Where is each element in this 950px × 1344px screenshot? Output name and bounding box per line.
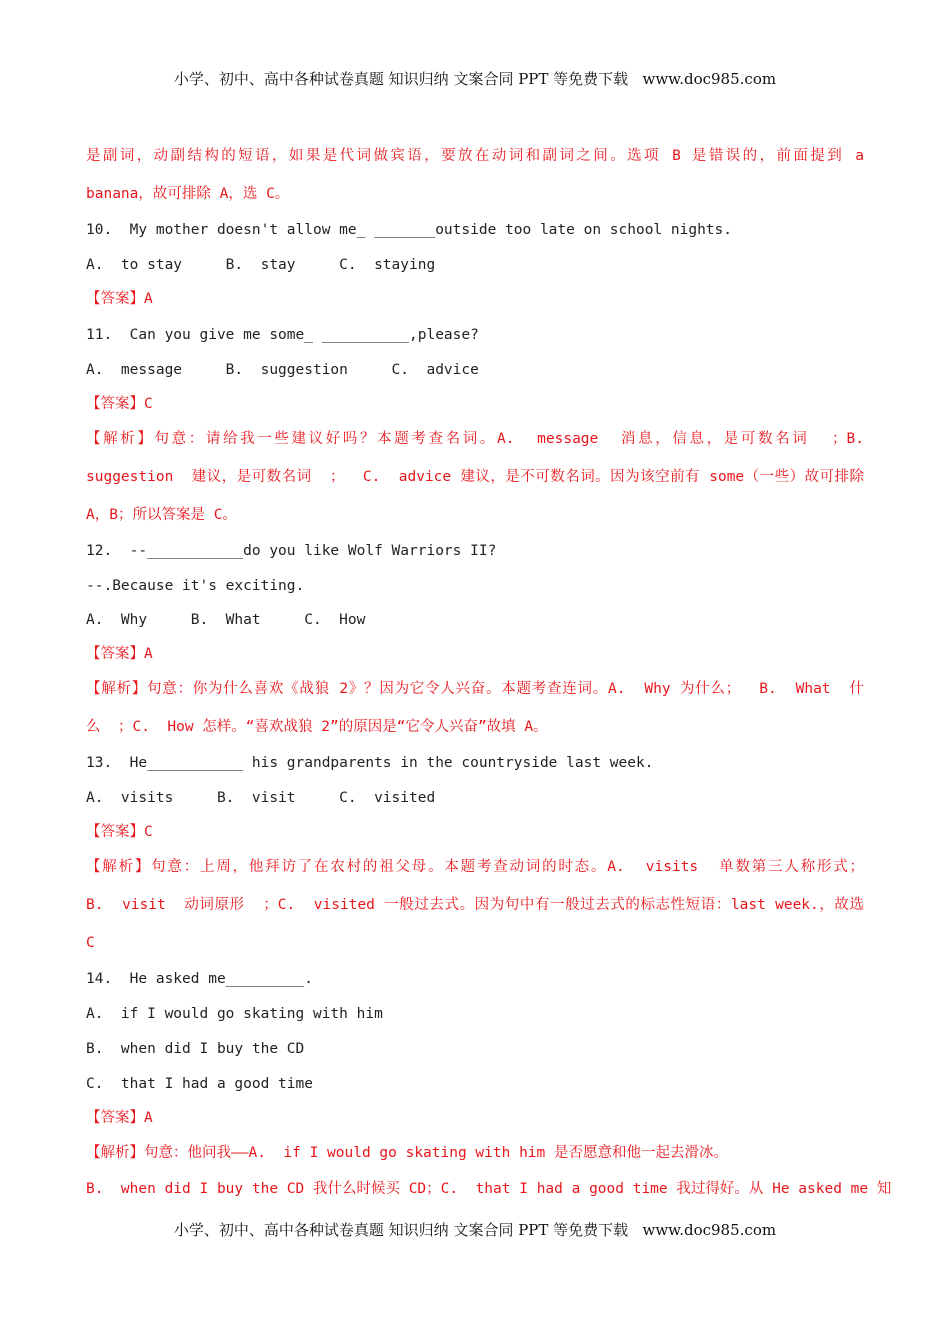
question-14-option-b: B. when did I buy the CD: [86, 1041, 305, 1057]
answer-11: 【答案】C: [86, 396, 153, 412]
question-10: 10. My mother doesn't allow me_ _______outside too late on school nights.: [86, 222, 733, 238]
answer-12: 【答案】A: [86, 646, 153, 662]
analysis-11: suggestion 建议，是可数名词 ； C. advice 建议，是不可数名词。因为该空前有 some（一些）故可排除: [86, 469, 864, 485]
answer-13: 【答案】C: [86, 824, 153, 840]
question-14-option-c: C. that I had a good time: [86, 1076, 313, 1092]
question-13-options: A. visits B. visit C. visited: [86, 790, 436, 806]
page-footer: 小学、初中、高中各种试卷真题 知识归纳 文案合同 PPT 等免费下载 www.doc985.com: [173, 1221, 777, 1239]
question-11-options: A. message B. suggestion C. advice: [86, 362, 479, 378]
question-14: 14. He asked me_________.: [86, 971, 313, 987]
answer-14: 【答案】A: [86, 1110, 153, 1126]
question-10-options: A. to stay B. stay C. staying: [86, 257, 436, 273]
question-12-reply: --.Because it's exciting.: [86, 578, 305, 594]
analysis-14: B. when did I buy the CD 我什么时候买 CD；C. that I had a good time 我过得好。从 He asked me 知: [86, 1181, 892, 1197]
analysis-11: 【解析】句意：请给我一些建议好吗？本题考查名词。A. message 消息，信息，是可数名词 ；B.: [86, 431, 864, 447]
question-12: 12. --___________do you like Wolf Warriors II?: [86, 543, 497, 559]
analysis-11: A，B；所以答案是 C。: [86, 507, 237, 523]
answer-10: 【答案】A: [86, 291, 153, 307]
analysis-13: C: [86, 935, 95, 951]
analysis-13: 【解析】句意：上周，他拜访了在农村的祖父母。本题考查动词的时态。A. visits 单数第三人称形式；: [86, 859, 864, 875]
analysis-14: 【解析】句意：他问我——A. if I would go skating with him 是否愿意和他一起去滑冰。: [86, 1145, 728, 1161]
analysis-line: banana，故可排除 A，选 C。: [86, 186, 290, 202]
analysis-12: 【解析】句意：你为什么喜欢《战狼 2》？因为它令人兴奋。本题考查连词。A. Why 为什么； B. What 什: [86, 681, 864, 697]
question-13: 13. He___________ his grandparents in the countryside last week.: [86, 755, 654, 771]
question-11: 11. Can you give me some_ __________,please?: [86, 327, 479, 343]
analysis-line: 是副词，动副结构的短语，如果是代词做宾语，要放在动词和副词之间。选项 B 是错误的，前面提到 a: [86, 148, 864, 164]
analysis-12: 么 ；C. How 怎样。“喜欢战狼 2”的原因是“它令人兴奋”故填 A。: [86, 719, 548, 735]
question-12-options: A. Why B. What C. How: [86, 612, 366, 628]
page-header: 小学、初中、高中各种试卷真题 知识归纳 文案合同 PPT 等免费下载 www.doc985.com: [173, 70, 777, 88]
question-14-option-a: A. if I would go skating with him: [86, 1006, 383, 1022]
analysis-13: B. visit 动词原形 ；C. visited 一般过去式。因为句中有一般过去式的标志性短语：last week.，故选: [86, 897, 864, 913]
